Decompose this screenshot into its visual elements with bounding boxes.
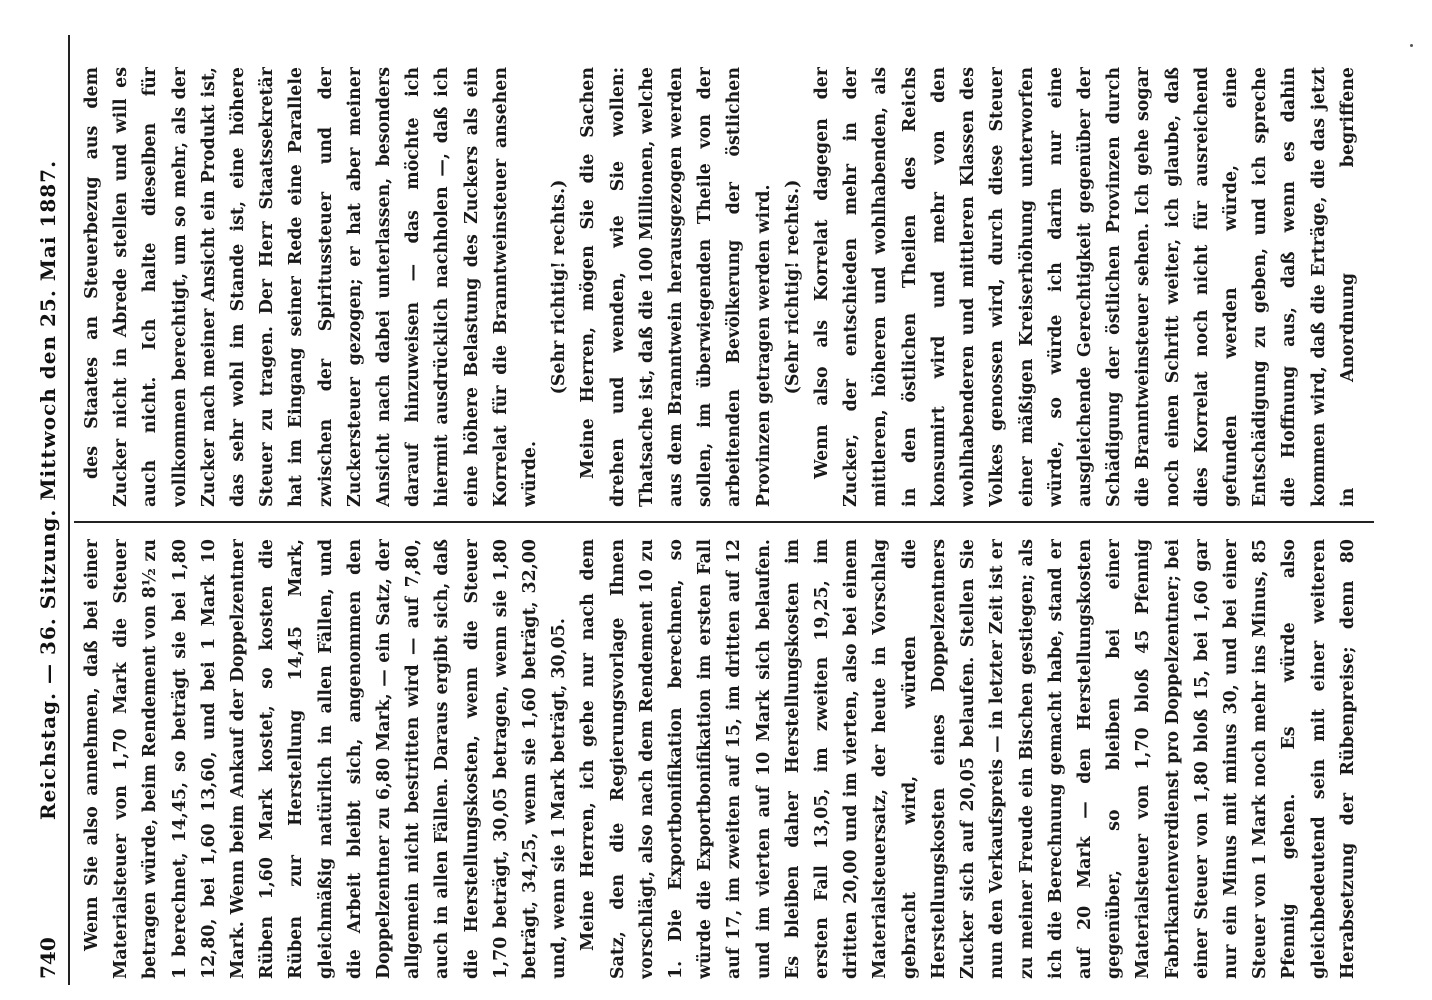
interjection: (Sehr richtig! rechts.) [549, 179, 570, 395]
right-column [78, 67, 1368, 507]
column-divider [74, 521, 1374, 523]
page-header [30, 35, 70, 985]
paragraph: Wenn also als Korrelat dagegen der Zucker, der entschieden mehr in der mittleren, höheren und wohlhabenden, als in den östlichen Theilen des Reichs konsumirt wird und mehr von den wohlhabenderen und mittleren Klassen des Volkes genossen wird, durch diese Steuer einer mäßigen Kreiserhöhung unterworfen würde, so würde ich darin nur eine ausgleichende Gerechtigkeit gegenüber der Schädigung der östlichen Provinzen durch die Branntweinsteuer sehen. Ich gehe sogar noch einen Schritt weiter, ich glaube, daß dies Korrelat noch nicht für ausreichend gefunden werden würde, eine Entschädigung zu geben, und ich spreche die Hoffnung aus, daß wenn es dahin kommen wird, daß die Erträge, die das jetzt in Anordnung begriffene [812, 67, 1358, 507]
page-number: 740 [36, 937, 60, 979]
rotated-page-content [30, 35, 1385, 985]
paragraph: des Staates an Steuerbezug aus dem Zucker nicht in Abrede stellen und will es auch nicht. Ich halte dieselben für vollkommen berechtigt, um so mehr, als der Zucker nach meiner Ansicht ein Produkt ist, das sehr wohl im Stande ist, eine höhere Steuer zu tragen. Der Herr Staatssekretär hat im Eingang seiner Rede eine Parallele zwischen der Spiritussteuer und der Zuckersteuer gezogen; er hat aber meiner Ansicht nach dabei unterlassen, besonders darauf hinzuweisen — das möchte ich hiermit ausdrücklich nachholen —, daß ich eine höhere Belastung des Zuckers als ein Korrelat für die Branntweinsteuer ansehen würde. [82, 67, 541, 507]
paragraph: Meine Herren, mögen Sie die Sachen drehen und wenden, wie Sie wollen: Thatsache ist, daß die 100 Millionen, welche aus dem Branntwein herausgezogen werden sollen, im überwiegenden Theile von der arbeitenden Bevölkerung der östlichen Provinzen getragen werden wird. [578, 67, 774, 507]
interjection: (Sehr richtig! rechts.) [782, 179, 803, 395]
scan-speck [1410, 44, 1413, 47]
paragraph: Wenn Sie also annehmen, daß bei einer Materialsteuer von 1,70 Mark die Steuer betragen würde, beim Rendement von 8½ zu 1 berechnet, 14,45, so beträgt sie bei 1,80 12,80, bei 1,60 13,60, und bei 1 Mark 10 Mark. Wenn beim Ankauf der Doppelzentner Rüben 1,60 Mark kostet, so kosten die Rüben zur Herstellung 14,45 Mark, gleichmäßig natürlich in allen Fällen, und die Arbeit bleibt sich, angenommen den Doppelzentner zu 6,80 Mark, — ein Satz, der allgemein nicht bestritten wird — auf 7,80, auch in allen Fällen. Daraus ergibt sich, daß die Herstellungskosten, wenn die Steuer 1,70 beträgt, 30,05 betragen, wenn sie 1,80 beträgt, 34,25, wenn sie 1,60 beträgt, 32,00 und, wenn sie 1 Mark beträgt, 30,05. [82, 539, 570, 979]
running-head: Reichstag. — 36. Sitzung. Mittwoch den 25. Mai 1887. [36, 159, 60, 821]
left-column [78, 539, 1368, 979]
digitization-credit [1398, 40, 1428, 760]
paragraph: Meine Herren, ich gehe nur nach dem Satz, den die Regierungsvorlage Ihnen vorschlägt, also nach dem Rendement 10 zu 1. Die Exportbonifikation berechnen, so würde die Exportbonifikation im ersten Fall auf 17, im zweiten auf 15, im dritten auf 12 und im vierten auf 10 Mark sich belaufen. Es bleiben daher Herstellungskosten im ersten Fall 13,05, im zweiten 19,25, im dritten 20,00 und im vierten, also bei einem Materialsteuersatz, der heute in Vorschlag gebracht wird, würden die Herstellungskosten eines Doppelzentners Zucker sich auf 20,05 belaufen. Stellen Sie nun den Verkaufspreis — in letzter Zeit ist er zu meiner Freude ein Bischen gestiegen; als ich die Berechnung gemacht habe, stand er auf 20 Mark — den Herstellungskosten gegenüber, so bleiben bei einer Materialsteuer von 1,70 bloß 45 Pfennig Fabrikantenverdienst pro Doppelzentner; bei einer Steuer von 1,80 bloß 15, bei 1,60 gar nur ein Minus mit minus 30, und bei einer Steuer von 1 Mark noch mehr ins Minus, 85 Pfennig gehen. Es würde also gleichbedeutend sein mit einer weiteren Herabsetzung der Rübenpreise; denn 80 [578, 539, 1358, 979]
